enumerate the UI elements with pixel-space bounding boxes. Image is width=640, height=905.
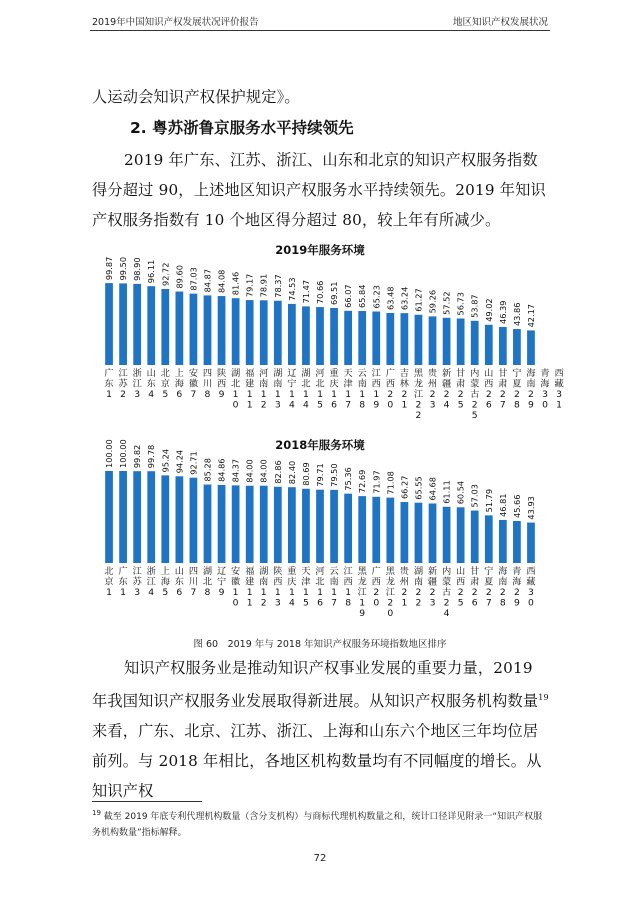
bar — [457, 507, 465, 563]
bar — [190, 478, 198, 563]
bar — [386, 313, 394, 365]
bar — [485, 325, 493, 365]
data-label: 71.97 — [371, 470, 382, 494]
data-label: 57.52 — [441, 291, 452, 315]
data-label: 89.60 — [174, 265, 185, 289]
bar — [401, 502, 409, 563]
bar — [288, 487, 296, 563]
category-label: 福建 1 1 — [245, 566, 255, 609]
bar — [344, 494, 352, 563]
bar — [330, 308, 338, 365]
paragraph-2 — [92, 653, 550, 806]
data-label: 60.54 — [455, 480, 466, 505]
bar — [358, 311, 366, 365]
data-label: 45.66 — [511, 494, 522, 518]
data-label: 61.11 — [441, 480, 452, 504]
bar — [161, 475, 169, 563]
data-label: 49.02 — [483, 298, 494, 322]
data-label: 69.51 — [329, 281, 340, 305]
data-label: 56.73 — [455, 292, 466, 316]
bar — [260, 486, 268, 563]
data-label: 84.08 — [216, 269, 227, 294]
data-label: 84.00 — [258, 459, 269, 483]
data-label: 99.78 — [146, 444, 157, 469]
data-label: 74.53 — [286, 277, 297, 301]
data-label: 43.93 — [525, 496, 536, 520]
category-label: 江西 1 9 — [371, 368, 381, 411]
paragraph-2-part-a: 知识产权服务业是推动知识产权事业发展的重要力量，2019 年我国知识产权服务业发展取得新进展。从知识产权服务机构数量 — [92, 659, 539, 711]
data-label: 64.68 — [427, 477, 438, 501]
category-label: 云南 1 8 — [357, 368, 367, 411]
bar — [302, 489, 310, 563]
bar — [218, 296, 226, 365]
data-label: 99.50 — [118, 256, 129, 281]
category-label: 吉林 2 1 — [399, 368, 409, 411]
category-label: 浙江 3 — [132, 368, 142, 400]
data-label: 95.24 — [160, 448, 171, 473]
chart-2018 — [96, 435, 544, 630]
data-label: 82.86 — [272, 460, 283, 484]
bar — [246, 486, 254, 563]
bar — [147, 286, 155, 365]
data-label: 57.03 — [469, 484, 480, 508]
category-label: 湖北 1 0 — [231, 368, 241, 411]
data-label: 79.17 — [244, 273, 255, 298]
bar — [204, 295, 212, 365]
bar — [147, 471, 155, 563]
category-label: 天津 1 7 — [343, 368, 353, 411]
bar — [358, 496, 366, 563]
data-label: 61.27 — [413, 288, 424, 312]
category-label: 辽宁 9 — [216, 566, 227, 598]
data-label: 65.84 — [357, 284, 368, 309]
data-label: 84.86 — [216, 458, 227, 482]
bar — [330, 490, 338, 563]
category-label: 天津 1 5 — [301, 566, 311, 609]
category-label: 海南 2 8 — [498, 566, 508, 609]
category-label: 内蒙古 2 4 — [441, 566, 452, 619]
bar — [443, 507, 451, 563]
bar — [471, 511, 479, 563]
category-label: 宁夏 2 7 — [484, 566, 494, 609]
category-label: 广西 2 0 — [371, 566, 381, 609]
data-label: 65.23 — [371, 285, 382, 309]
running-header-right: 地区知识产权发展状况 — [452, 17, 548, 28]
bar — [105, 471, 113, 563]
category-label: 河南 1 2 — [259, 368, 269, 411]
category-label: 四川 7 — [188, 566, 199, 598]
data-label: 66.27 — [399, 475, 410, 500]
category-label: 甘肃 2 6 — [470, 566, 480, 609]
running-header-left: 2019年中国知识产权发展状况评价报告 — [92, 17, 259, 28]
data-label: 85.28 — [202, 458, 213, 482]
category-label: 新疆 2 4 — [441, 368, 452, 411]
data-label: 87.03 — [188, 267, 199, 291]
data-label: 71.08 — [385, 471, 396, 495]
chart-title: 2019年服务环境 — [275, 243, 365, 257]
bar — [513, 329, 521, 365]
chart-2019-svg — [96, 240, 564, 430]
bar — [175, 476, 183, 563]
data-label: 66.07 — [343, 284, 354, 308]
bar — [471, 321, 479, 365]
bar — [232, 485, 240, 563]
figure-caption: 图 60 2019 年与 2018 年知识产权服务环境指数地区排序 — [193, 639, 447, 650]
data-label: 84.00 — [244, 459, 255, 483]
category-label: 甘肃 2 5 — [456, 368, 466, 411]
bar — [513, 521, 521, 563]
data-label: 75.36 — [343, 467, 354, 491]
data-label: 59.26 — [427, 289, 438, 314]
bar — [274, 301, 282, 365]
data-label: 99.87 — [104, 256, 115, 281]
bar — [499, 327, 507, 365]
bar — [302, 306, 310, 365]
category-label: 福建 1 1 — [245, 368, 255, 411]
data-label: 63.24 — [399, 286, 410, 311]
header-rule — [90, 30, 550, 31]
category-label: 上海 5 — [160, 566, 170, 598]
category-label: 北京 1 — [104, 566, 114, 598]
data-label: 84.87 — [202, 268, 213, 293]
category-label: 广东 1 — [104, 368, 114, 400]
category-label: 安徽 1 0 — [231, 566, 241, 609]
category-label: 辽宁 1 4 — [287, 368, 297, 411]
bar — [316, 307, 324, 365]
bar — [415, 503, 423, 563]
footnote — [92, 805, 550, 841]
bar — [133, 471, 141, 563]
data-label: 42.17 — [525, 303, 536, 328]
bar — [457, 318, 465, 365]
data-label: 78.91 — [258, 273, 269, 298]
bar — [401, 313, 409, 365]
page-number: 72 — [313, 853, 327, 864]
data-label: 79.50 — [329, 463, 340, 487]
category-label: 河北 1 6 — [315, 566, 325, 609]
bar — [119, 283, 127, 365]
data-label: 82.40 — [286, 460, 297, 485]
data-label: 70.66 — [315, 280, 325, 305]
category-label: 陕西 1 3 — [273, 566, 283, 609]
bar — [316, 490, 324, 563]
bar — [372, 312, 380, 365]
category-label: 海南 2 9 — [526, 368, 536, 411]
bar — [190, 294, 198, 365]
data-label: 92.71 — [188, 451, 199, 475]
category-label: 四川 8 — [202, 368, 213, 400]
data-label: 81.46 — [230, 271, 241, 296]
category-label: 青海 3 0 — [540, 368, 550, 411]
category-label: 黑龙江 2 2 — [413, 368, 424, 421]
data-label: 63.48 — [385, 286, 396, 310]
bar — [119, 471, 127, 563]
data-label: 51.79 — [483, 488, 494, 513]
data-label: 98.90 — [132, 257, 143, 281]
bar — [415, 315, 423, 365]
bar — [527, 330, 535, 365]
data-label: 43.86 — [511, 302, 522, 327]
category-label: 河北 1 5 — [315, 368, 325, 411]
chart-title: 2018年服务环境 — [275, 438, 365, 452]
category-label: 内蒙古 2 5 — [470, 368, 480, 421]
chart-2018-svg — [96, 435, 544, 630]
category-label: 重庆 1 4 — [287, 566, 297, 609]
data-label: 79.71 — [315, 463, 325, 487]
paragraph-1: 2019 年广东、江苏、浙江、山东和北京的知识产权服务指数得分超过 90，上述地区知识产权服务水平持续领先。2019 年知识产权服务指数有 10 个地区得分超过 80，较上年有所减少。 — [92, 151, 546, 229]
category-label: 山东 4 — [146, 368, 156, 400]
category-label: 云南 1 7 — [329, 566, 339, 609]
bar — [288, 304, 296, 365]
bar — [204, 485, 212, 563]
bar — [429, 316, 437, 365]
data-label: 100.00 — [118, 439, 129, 468]
bar — [485, 515, 493, 563]
data-label: 99.82 — [132, 444, 143, 469]
data-label: 71.47 — [300, 279, 311, 304]
data-label: 46.81 — [497, 493, 508, 517]
bar — [260, 300, 268, 365]
bar — [386, 498, 394, 563]
category-label: 黑龙江 1 9 — [357, 566, 367, 619]
chart-2019 — [96, 240, 564, 430]
bar — [443, 318, 451, 365]
category-label: 西藏 3 1 — [554, 368, 564, 411]
data-label: 65.55 — [413, 476, 424, 500]
bar — [344, 311, 352, 365]
category-label: 广东 1 — [118, 566, 128, 598]
data-label: 94.24 — [174, 449, 185, 474]
bar — [527, 523, 535, 563]
category-label: 重庆 1 6 — [329, 368, 339, 411]
category-label: 山东 6 — [174, 566, 184, 598]
data-label: 53.87 — [469, 294, 480, 318]
bar — [175, 292, 183, 365]
section-heading: 2. 粤苏浙鲁京服务水平持续领先 — [130, 119, 354, 137]
data-label: 78.37 — [272, 274, 283, 298]
category-label: 新疆 2 3 — [427, 566, 438, 609]
data-label: 46.39 — [497, 300, 508, 324]
bar — [429, 503, 437, 563]
category-label: 宁夏 2 8 — [512, 368, 522, 411]
data-label: 92.72 — [160, 262, 171, 286]
category-label: 浙江 4 — [146, 566, 156, 598]
category-label: 上海 6 — [174, 368, 184, 400]
bar — [372, 497, 380, 563]
category-label: 湖北 8 — [202, 566, 213, 598]
category-label: 甘肃 2 7 — [498, 368, 508, 411]
category-label: 安徽 7 — [188, 368, 199, 400]
bar — [161, 289, 169, 365]
footnote-rule — [92, 801, 202, 802]
bar — [105, 283, 113, 365]
footnote-reference[interactable]: 19 — [538, 693, 549, 702]
category-label: 江苏 2 — [118, 368, 128, 400]
category-label: 贵州 2 1 — [399, 566, 409, 609]
footnote-mark: 19 — [92, 809, 101, 817]
category-label: 贵州 2 3 — [427, 368, 438, 411]
paragraph-2-part-b: 来看，广东、北京、江苏、浙江、上海和山东六个地区三年均位居前列。与 2018 年相比，各地区机构数量均有不同幅度的增长。从知识产权 — [92, 722, 542, 801]
category-label: 西藏 3 0 — [526, 566, 536, 609]
data-label: 80.69 — [300, 462, 311, 486]
category-label: 北京 5 — [160, 368, 170, 400]
footnote-text: 截至 2019 年底专利代理机构数量（含分支机构）与商标代理机构数量之和，统计口径详见附录一“知识产权服务机构数量”指标解释。 — [92, 812, 543, 838]
category-label: 湖北 1 4 — [301, 368, 311, 411]
category-label: 江苏 3 — [132, 566, 142, 598]
data-label: 84.37 — [230, 458, 241, 483]
category-label: 湖南 1 2 — [259, 566, 269, 609]
bar — [246, 300, 254, 365]
category-label: 广西 2 0 — [385, 368, 395, 411]
bar — [218, 485, 226, 563]
category-label: 山西 2 6 — [484, 368, 494, 411]
data-label: 72.69 — [357, 469, 368, 494]
bar — [133, 284, 141, 365]
bar — [499, 520, 507, 563]
category-label: 江西 1 8 — [343, 566, 353, 609]
category-label: 青海 2 9 — [512, 566, 522, 609]
category-label: 黑龙江 2 0 — [385, 566, 395, 619]
data-label: 96.11 — [146, 259, 157, 284]
bar — [232, 298, 240, 365]
category-label: 陕西 9 — [216, 368, 227, 400]
bar — [274, 487, 282, 563]
category-label: 山西 2 5 — [456, 566, 466, 609]
category-label: 湖南 1 3 — [273, 368, 283, 411]
data-label: 100.00 — [104, 439, 115, 468]
category-label: 湖南 2 2 — [413, 566, 424, 609]
paragraph-continuation: 人运动会知识产权保护规定》。 — [92, 88, 300, 106]
